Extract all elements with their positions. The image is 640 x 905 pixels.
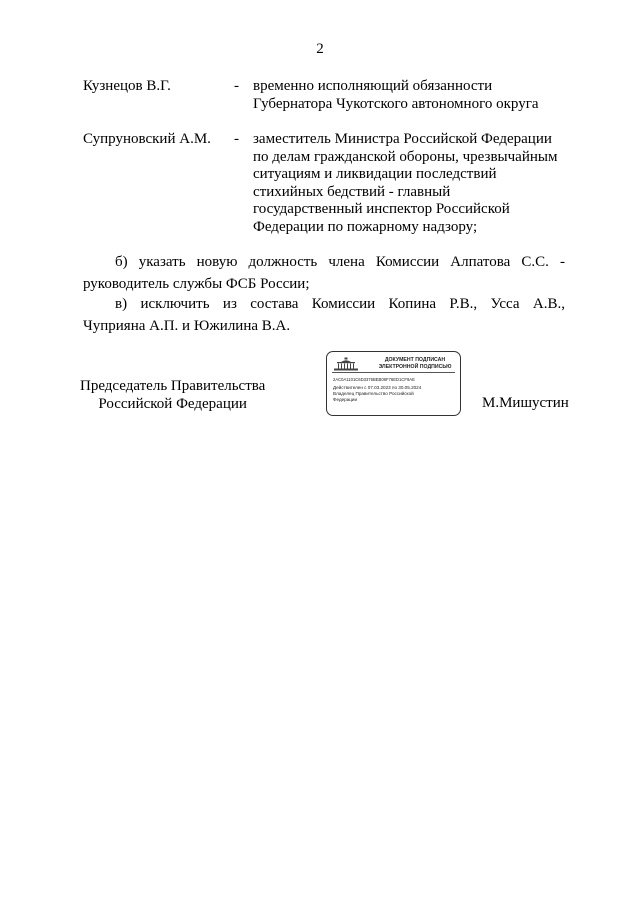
member-role [253,78,573,113]
stamp-title-line: ЭЛЕКТРОННОЙ ПОДПИСЬЮ [378,363,452,370]
role-line: заместитель Министра Российской Федерации [253,131,552,147]
paragraph-line: в) исключить из состава Комиссии Копина Р.В., Усса А.В., [115,296,565,312]
signer-name: М.Мишустин [482,395,569,411]
paragraph-line: руководитель службы ФСБ России; [83,275,310,292]
government-building-icon [333,357,359,371]
stamp-valid: Действителен с 07.03.2023 по 30.05.2024 [333,385,422,390]
stamp-certificate: 2AC0A1101C6D3376BEB08F76ED1CF9AE [333,377,415,382]
role-line: государственный инспектор Российской [253,201,510,217]
role-line: Федерации по пожарному надзору; [253,218,478,235]
signer-title-line: Российской Федерации [98,396,247,412]
member-dash: - [234,78,239,94]
paragraph-line: Чуприяна А.П. и Южилина В.А. [83,317,291,334]
paragraph-line: б) указать новую должность члена Комиссии Алпатова С.С. - [115,254,565,270]
member-dash: - [234,131,239,147]
stamp-owner: Федерации [333,397,358,402]
role-line: Губернатора Чукотского автономного округа [253,95,539,112]
stamp-owner: Владелец Правительство Российской [333,391,414,396]
paragraph-b [83,252,565,295]
stamp-title [371,357,459,370]
role-line: стихийных бедствий - главный [253,183,451,200]
role-line: ситуациям и ликвидации последствий [253,166,497,182]
role-line: по делам гражданской обороны, чрезвычайным [253,148,558,165]
electronic-signature-stamp [326,351,461,416]
stamp-title-line: ДОКУМЕНТ ПОДПИСАН [384,357,446,363]
paragraph-v [83,294,565,337]
signer-title-line: Председатель Правительства [80,378,266,394]
signer-title [80,377,265,413]
member-role [253,131,573,236]
role-line: временно исполняющий обязанности [253,78,493,94]
stamp-info [333,385,457,403]
member-name: Кузнецов В.Г. [83,78,171,94]
page-number: 2 [316,41,324,57]
stamp-divider [332,372,455,373]
member-name: Супруновский А.М. [83,131,211,147]
